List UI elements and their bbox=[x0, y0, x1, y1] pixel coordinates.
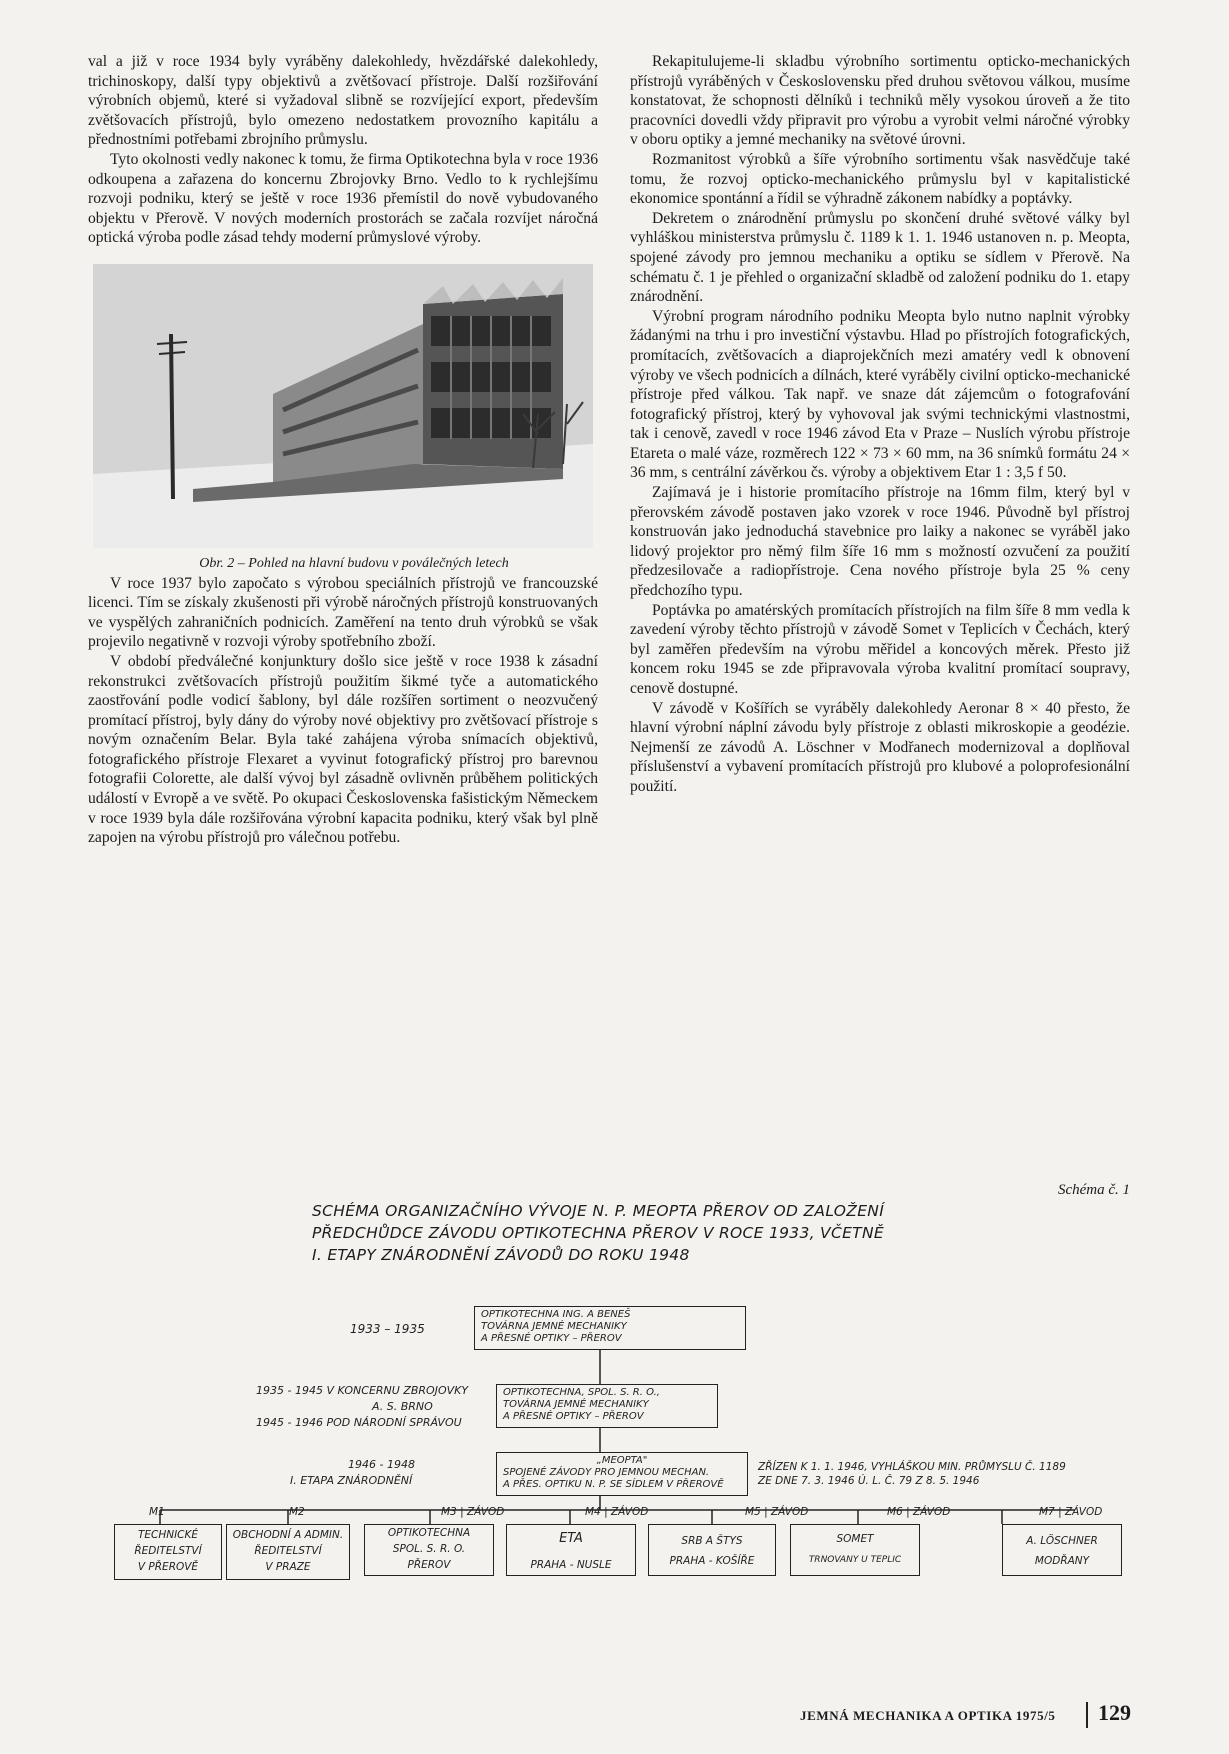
box-line: OPTIKOTECHNA, SPOL. S. R. O., bbox=[503, 1387, 660, 1398]
box-line: TOVÁRNA JEMNÉ MECHANIKY bbox=[481, 1321, 627, 1332]
box-line: A PŘESNÉ OPTIKY – PŘEROV bbox=[503, 1411, 644, 1422]
paragraph: Výrobní program národního podniku Meopta bylo nutno naplnit výrobky žádanými na trhu i pro investiční výstavbu. Hlad po přístrojích fotografických, promítacích, zvětšovacích a diaprojekčních mezi amatéry vedl k obnovení výroby ve všech podnicích a dílnách, které vyráběly civilní opticko-mechanické přístroje před válkou. Tak např. ve snaze dát zájemcům o fotografování fotografický přístroj, který by vyhovoval jak svými technickými vlastnostmi, tak i cenově, zavedl v roce 1946 závod Eta v Praze – Nuslích výrobu přístroje Etareta o malé váze, rozměrech 122 × 73 × 60 mm, na 36 snímků formátu 24 × 36 mm, s centrální závěrkou čs. výroby a objektivem Etar 1 : 3,5 f 50. bbox=[630, 307, 1130, 482]
unit-code: M6 | ZÁVOD bbox=[887, 1506, 951, 1518]
paragraph: Dekretem o znárodnění průmyslu po skončení druhé světové války byl vyhláškou ministerstva průmyslu č. 1189 k 1. 1. 1946 ustanoven n. p. Meopta, spojené závody pro jemnou mechaniku a optiku se sídlem v Přerově. Na schématu č. 1 je přehled o organizační skladbě od založení podniku do 1. etapy znárodnění. bbox=[630, 209, 1130, 306]
left-column bbox=[88, 52, 598, 848]
journal-title: JEMNÁ MECHANIKA A OPTIKA 1975/5 bbox=[800, 1708, 1056, 1723]
unit-m3 bbox=[364, 1506, 505, 1576]
unit-m2 bbox=[226, 1506, 350, 1580]
unit-line: MODŘANY bbox=[1034, 1555, 1090, 1567]
paragraph: V roce 1937 bylo započato s výrobou speciálních přístrojů ve francouzské licenci. Tím se získaly zkušenosti při výrobě náročných přístrojů konstruovaných ve vyspělých zahraničních podnicích. Zaměření na tento druh výrobků se však projevilo negativně v rozvoji výroby spotřebního zboží. bbox=[88, 574, 598, 651]
paragraph: V závodě v Košířích se vyráběly dalekohledy Aeronar 8 × 40 přesto, že hlavní výrobní náplní závodu byly přístroje z oblasti mikroskopie a geodézie. Nejmenší ze závodů A. Löschner v Modřanech modernizoval a doplňoval příslušenství a vybavení promítacích přístrojů pro klubové a poloprofesionální použití. bbox=[630, 699, 1130, 795]
paragraph: Poptávka po amatérských promítacích přístrojích na film šíře 8 mm vedla k zavedení výroby těchto přístrojů v závodě Somet v Teplicích v Čechách, který byl zaměřen především na výrobu měřidel a koncových měrek. Přesto již koncem roku 1945 se zde připravovala výroba kvalitní promítací soupravy, cenově dostupné. bbox=[630, 601, 1130, 697]
unit-line: ŘEDITELSTVÍ bbox=[254, 1545, 322, 1557]
unit-line: SRB A ŠTYS bbox=[681, 1535, 743, 1547]
period-label: A. S. BRNO bbox=[372, 1400, 433, 1413]
note-line: ZŘÍZEN K 1. 1. 1946, VYHLÁŠKOU MIN. PRŮMYSLU Č. 1189 bbox=[758, 1461, 1066, 1473]
paragraph: Rozmanitost výrobků a šíře výrobního sortimentu však nasvědčuje také tomu, že rozvoj opticko-mechanického průmyslu byl v kapitalistické ekonomice spontánní a řídil se výhradně zákonem nabídky a poptávky. bbox=[630, 150, 1130, 208]
period-label: I. ETAPA ZNÁRODNĚNÍ bbox=[290, 1474, 413, 1487]
box-line: SPOJENÉ ZÁVODY PRO JEMNOU MECHAN. bbox=[503, 1467, 710, 1478]
unit-line: PRAHA - KOŠÍŘE bbox=[669, 1555, 755, 1567]
unit-line: V PŘEROVĚ bbox=[137, 1561, 199, 1573]
unit-code: M2 bbox=[289, 1506, 305, 1518]
unit-line: A. LÖSCHNER bbox=[1026, 1535, 1098, 1547]
paragraph: Rekapitulujeme-li skladbu výrobního sortimentu opticko-mechanických přístrojů vyráběných v Československu před druhou světovou válkou, musíme konstatovat, že schopnosti dělníků i techniků měly vysokou úroveň a že tito pracovníci dovedli vždy připravit pro výrobu a vyrobit velmi náročné výrobky v oboru optiky a jemné mechaniky na světové úrovni. bbox=[630, 53, 1130, 149]
unit-line: PRAHA - NUSLE bbox=[530, 1559, 612, 1571]
unit-code: M3 | ZÁVOD bbox=[441, 1506, 505, 1518]
unit-code: M7 | ZÁVOD bbox=[1039, 1506, 1103, 1518]
unit-m6 bbox=[790, 1506, 951, 1576]
box-line: OPTIKOTECHNA ING. A BENEŠ bbox=[481, 1309, 631, 1320]
unit-line: OPTIKOTECHNA bbox=[387, 1527, 471, 1539]
unit-line: SOMET bbox=[836, 1533, 874, 1545]
note-line: ZE DNE 7. 3. 1946 Ú. L. Č. 79 Z 8. 5. 1946 bbox=[758, 1475, 980, 1487]
schema-note bbox=[758, 1460, 1066, 1488]
unit-code: M1 bbox=[149, 1506, 165, 1518]
unit-line: ETA bbox=[559, 1531, 583, 1546]
period-label: 1935 - 1945 V KONCERNU ZBROJOVKY bbox=[256, 1384, 469, 1397]
schema-title-line: SCHÉMA ORGANIZAČNÍHO VÝVOJE N. P. MEOPTA PŘEROV OD ZALOŽENÍ bbox=[312, 1202, 885, 1220]
unit-line: TRNOVANY U TEPLIC bbox=[808, 1555, 902, 1565]
unit-code: M4 | ZÁVOD bbox=[585, 1506, 649, 1518]
right-column bbox=[630, 52, 1130, 797]
box-line: A PŘES. OPTIKU N. P. SE SÍDLEM V PŘEROVĚ bbox=[503, 1479, 724, 1490]
paragraph: Tyto okolnosti vedly nakonec k tomu, že firma Optikotechna byla v roce 1936 odkoupena a zařazena do koncernu Zbrojovky Brno. Vedlo to k rychlejšímu rozvoji podniku, který se ještě v roce 1936 přemístil do nově vybudovaného objektu v Přerově. V nových moderních prostorách se začala rozvíjet náročná optická výroba podle zásad tehdy moderní průmyslové výroby. bbox=[88, 150, 598, 247]
schema-title-line: I. ETAPY ZNÁRODNĚNÍ ZÁVODŮ DO ROKU 1948 bbox=[312, 1246, 690, 1264]
schema-label: Schéma č. 1 bbox=[1057, 1182, 1130, 1198]
unit-line: TECHNICKÉ bbox=[137, 1529, 199, 1541]
box-line: „MEOPTA" bbox=[596, 1455, 648, 1466]
paragraph: V období předválečné konjunktury došlo sice ještě v roce 1938 k zásadní rekonstrukci zvětšovacích přístrojů použitím šikmé tyče a automatického zaostřování podle vodicí šablony, byl dále rozšířen sortiment o neozvučený promítací přístroj, byly dány do výroby nové objektivy pro zvětšovací přístroje s novým označením Belar. Byla také zahájena výroba snímacích objektivů, fotografického přístroje Flexaret a vyvinut fotografický přístroj pro barevnou fotografii Colorette, ale další vývoj byl zásadně ovlivněn průběhem politických událostí v Evropě a ve světě. Po okupaci Československa fašistickým Německem v roce 1939 byla dále rozšiřována výrobní kapacita podniku, který však byl plně zapojen na výrobu přístrojů pro válečnou potřebu. bbox=[88, 652, 598, 847]
period-label: 1933 – 1935 bbox=[350, 1322, 425, 1336]
schema-title-line: PŘEDCHŮDCE ZÁVODU OPTIKOTECHNA PŘEROV V ROCE 1933, VČETNĚ bbox=[312, 1224, 884, 1242]
box-optikotechna-benes bbox=[474, 1306, 746, 1350]
period-label: 1945 - 1946 POD NÁRODNÍ SPRÁVOU bbox=[256, 1416, 462, 1429]
box-meopta bbox=[496, 1452, 748, 1496]
box-line: A PŘESNÉ OPTIKY – PŘEROV bbox=[481, 1333, 622, 1344]
box-optikotechna-spol bbox=[496, 1384, 718, 1428]
paragraph: val a již v roce 1934 byly vyráběny dalekohledy, hvězdářské dalekohledy, trichinoskopy, další typy objektivů a zvětšovací přístroje. Další rozšiřování výrobních objemů, které si vyžadoval slibně se rozvíjející export, především zvětšovacích přístrojů, bylo omezeno nedostatkem provozního kapitálu a přednostními potřebami zbrojního průmyslu. bbox=[88, 53, 598, 149]
unit-code: M5 | ZÁVOD bbox=[745, 1506, 809, 1518]
unit-m4 bbox=[506, 1506, 649, 1576]
unit-line: SPOL. S. R. O. bbox=[392, 1543, 466, 1555]
period-label: 1946 - 1948 bbox=[348, 1458, 415, 1471]
paragraph: Zajímavá je i historie promítacího přístroje na 16mm film, který byl v přerovském závodě postaven jako vzorek v roce 1946. Původně byl přístroj konstruován jako jednoduchá stavebnice pro laiky a nakonec se vyráběl jako lidový projektor pro němý film šíře 16 mm s možností ozvučení za použití předzesilovače a radiopřístroje. Cena nového přístroje byla 25 % ceny předchozího typu. bbox=[630, 484, 1130, 600]
unit-m1 bbox=[114, 1506, 222, 1580]
unit-m7 bbox=[1002, 1506, 1122, 1576]
unit-m5 bbox=[648, 1506, 809, 1576]
unit-line: PŘEROV bbox=[407, 1559, 451, 1571]
footer-divider bbox=[1086, 1702, 1088, 1728]
page-number: 129 bbox=[1098, 1700, 1131, 1725]
schema-title bbox=[312, 1200, 1032, 1266]
photo-main-building bbox=[93, 264, 593, 548]
unit-line: ŘEDITELSTVÍ bbox=[134, 1545, 202, 1557]
box-line: TOVÁRNA JEMNÉ MECHANIKY bbox=[503, 1399, 649, 1410]
unit-line: V PRAZE bbox=[265, 1561, 311, 1573]
photo-caption: Obr. 2 – Pohled na hlavní budovu v poválečných letech bbox=[199, 555, 509, 571]
unit-line: OBCHODNÍ A ADMIN. bbox=[232, 1529, 344, 1541]
